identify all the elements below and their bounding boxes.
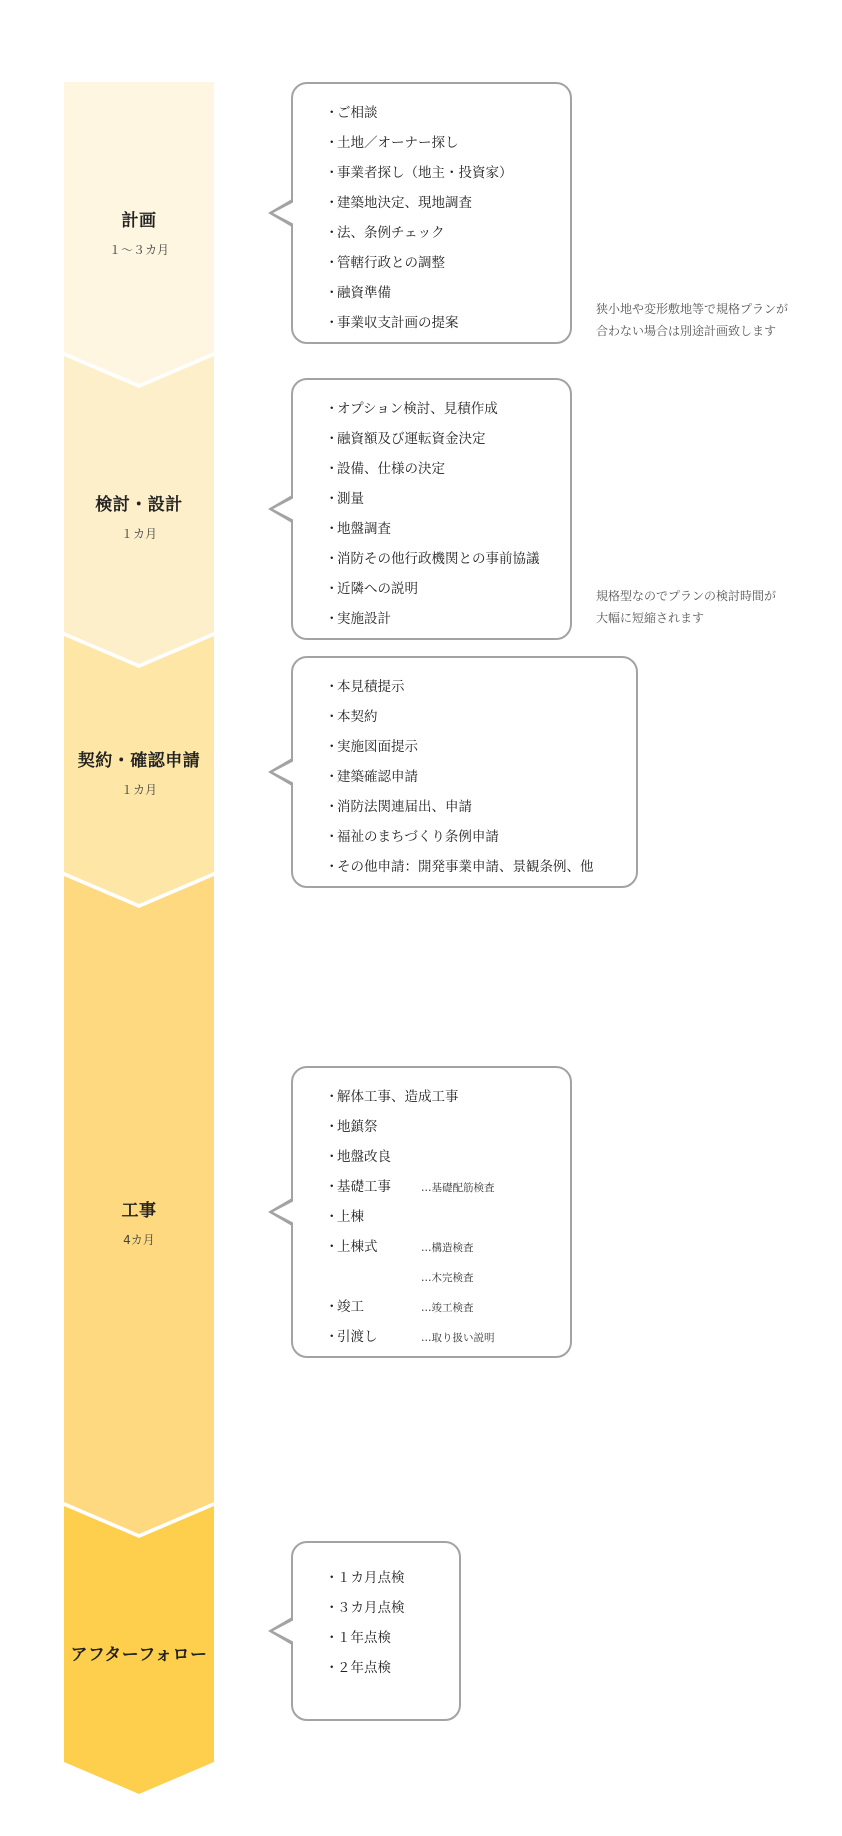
bullet-mark: ・ bbox=[325, 195, 339, 211]
bullet-mark: ・ bbox=[325, 461, 339, 477]
list-item bbox=[325, 672, 622, 702]
list-item bbox=[325, 1262, 556, 1292]
list-item bbox=[325, 1653, 445, 1683]
list-item-text: 事業者探し（地主・投資家） bbox=[337, 165, 513, 181]
list-item-text: 消防法関連届出、申請 bbox=[337, 799, 472, 815]
bullet-mark: ・ bbox=[325, 315, 339, 331]
list-item bbox=[325, 732, 622, 762]
list-item bbox=[325, 248, 556, 278]
side-note-line: 大幅に短縮されます bbox=[596, 611, 705, 625]
list-item-text: 設備、仕様の決定 bbox=[337, 461, 445, 477]
side-note-design bbox=[596, 585, 776, 629]
bullet-mark: ・ bbox=[325, 1119, 339, 1135]
list-item-text: １カ月点検 bbox=[337, 1570, 405, 1586]
stage-title: 検討・設計 bbox=[95, 495, 183, 515]
inspection-note: …竣工検査 bbox=[421, 1302, 474, 1314]
bullet-mark: ・ bbox=[325, 521, 339, 537]
bullet-mark: ・ bbox=[325, 1660, 339, 1676]
stage-label-after-follow bbox=[64, 1640, 214, 1665]
side-note-plan bbox=[596, 298, 788, 342]
list-item bbox=[325, 1082, 556, 1112]
bullet-mark: ・ bbox=[325, 1570, 339, 1586]
bullet-mark: ・ bbox=[325, 829, 339, 845]
bullet-mark: ・ bbox=[325, 1179, 339, 1195]
list-item bbox=[325, 98, 556, 128]
bullet-mark: ・ bbox=[325, 1209, 339, 1225]
bullet-mark: ・ bbox=[325, 285, 339, 301]
bullet-mark: ・ bbox=[325, 739, 339, 755]
bullet-mark: ・ bbox=[325, 769, 339, 785]
stage-label-plan bbox=[64, 206, 214, 258]
stage-duration: １カ月 bbox=[120, 527, 157, 541]
stage-label-construction bbox=[64, 1196, 214, 1248]
list-item bbox=[325, 574, 556, 604]
list-item bbox=[325, 1623, 445, 1653]
bullet-mark: ・ bbox=[325, 165, 339, 181]
bullet-mark: ・ bbox=[325, 859, 339, 875]
list-item-text: ３カ月点検 bbox=[337, 1600, 405, 1616]
stage-duration: １カ月 bbox=[120, 783, 157, 797]
inspection-note: …基礎配筋検査 bbox=[421, 1182, 495, 1194]
inspection-note: …取り扱い説明 bbox=[421, 1332, 495, 1344]
list-item-text: 地盤改良 bbox=[337, 1149, 391, 1165]
bullet-mark: ・ bbox=[325, 551, 339, 567]
list-item bbox=[325, 1232, 556, 1262]
list-item-text: 本契約 bbox=[337, 709, 378, 725]
stage-title: 契約・確認申請 bbox=[77, 751, 201, 771]
list-item bbox=[325, 1172, 556, 1202]
list-item-text: 解体工事、造成工事 bbox=[337, 1089, 459, 1105]
bullet-mark: ・ bbox=[325, 799, 339, 815]
list-item bbox=[325, 1142, 556, 1172]
list-item bbox=[325, 544, 556, 574]
bullet-mark: ・ bbox=[325, 255, 339, 271]
bullet-mark: ・ bbox=[325, 611, 339, 627]
list-item-text: 本見積提示 bbox=[337, 679, 405, 695]
list-item-text: １年点検 bbox=[337, 1630, 391, 1646]
list-item bbox=[325, 278, 556, 308]
list-item-text: 融資準備 bbox=[337, 285, 391, 301]
bullet-mark: ・ bbox=[325, 1239, 339, 1255]
list-item bbox=[325, 852, 622, 882]
inspection-note: …構造検査 bbox=[421, 1242, 474, 1254]
side-note-line: 合わない場合は別途計画致します bbox=[596, 324, 777, 338]
bullet-mark: ・ bbox=[325, 709, 339, 725]
bullet-mark: ・ bbox=[325, 105, 339, 121]
stage-item-list bbox=[325, 672, 622, 882]
bullet-mark: ・ bbox=[325, 1089, 339, 1105]
stage-bubble-plan bbox=[291, 82, 572, 344]
stage-duration: 4カ月 bbox=[123, 1233, 155, 1247]
list-item bbox=[325, 604, 556, 634]
bullet-mark: ・ bbox=[325, 1600, 339, 1616]
stage-duration: １～３カ月 bbox=[108, 243, 169, 257]
list-item-text: ２年点検 bbox=[337, 1660, 391, 1676]
list-item-text: ご相談 bbox=[337, 105, 378, 121]
list-item bbox=[325, 188, 556, 218]
list-item-text: 実施図面提示 bbox=[337, 739, 418, 755]
list-item-text: 引渡し bbox=[337, 1329, 378, 1345]
list-item bbox=[325, 822, 622, 852]
stage-bubble-construction bbox=[291, 1066, 572, 1358]
list-item bbox=[325, 1593, 445, 1623]
list-item bbox=[325, 514, 556, 544]
side-note-line: 狭小地や変形敷地等で規格プランが bbox=[596, 302, 789, 316]
inspection-note: …木完検査 bbox=[421, 1272, 474, 1284]
stage-title: 工事 bbox=[121, 1201, 157, 1221]
list-item-text: 地鎮祭 bbox=[337, 1119, 378, 1135]
list-item bbox=[325, 394, 556, 424]
list-item bbox=[325, 1563, 445, 1593]
stage-title: アフターフォロー bbox=[70, 1645, 208, 1665]
list-item-text: その他申請：開発事業申請、景観条例、他 bbox=[337, 859, 594, 875]
stage-label-design bbox=[64, 490, 214, 542]
list-item-text: 福祉のまちづくり条例申請 bbox=[337, 829, 499, 845]
side-note-line: 規格型なのでプランの検討時間が bbox=[596, 589, 777, 603]
bullet-mark: ・ bbox=[325, 135, 339, 151]
list-item bbox=[325, 1322, 556, 1352]
list-item-text: 消防その他行政機関との事前協議 bbox=[337, 551, 540, 567]
list-item-text: 上棟 bbox=[337, 1209, 364, 1225]
stage-label-contract bbox=[64, 746, 214, 798]
list-item-text: 法、条例チェック bbox=[337, 225, 445, 241]
stage-item-list bbox=[325, 394, 556, 634]
list-item-text: 基礎工事 bbox=[337, 1179, 391, 1195]
list-item-text: 実施設計 bbox=[337, 611, 391, 627]
bullet-mark: ・ bbox=[325, 1329, 339, 1345]
list-item bbox=[325, 308, 556, 338]
list-item bbox=[325, 484, 556, 514]
list-item bbox=[325, 1112, 556, 1142]
list-item bbox=[325, 128, 556, 158]
list-item bbox=[325, 1202, 556, 1232]
bullet-mark: ・ bbox=[325, 401, 339, 417]
list-item-text: 竣工 bbox=[337, 1299, 364, 1315]
list-item bbox=[325, 1292, 556, 1322]
bullet-mark: ・ bbox=[325, 581, 339, 597]
bullet-mark: ・ bbox=[325, 431, 339, 447]
stage-item-list bbox=[325, 1563, 445, 1683]
bullet-mark: ・ bbox=[325, 491, 339, 507]
stage-item-list bbox=[325, 98, 556, 338]
stage-bubble-contract bbox=[291, 656, 638, 888]
list-item-text: 測量 bbox=[337, 491, 364, 507]
list-item-text: 建築確認申請 bbox=[337, 769, 418, 785]
stage-title: 計画 bbox=[121, 211, 157, 231]
list-item bbox=[325, 702, 622, 732]
list-item bbox=[325, 218, 556, 248]
bullet-mark: ・ bbox=[325, 679, 339, 695]
bullet-mark: ・ bbox=[325, 225, 339, 241]
stage-item-list bbox=[325, 1082, 556, 1352]
list-item-text: 融資額及び運転資金決定 bbox=[337, 431, 486, 447]
bullet-mark: ・ bbox=[325, 1299, 339, 1315]
list-item bbox=[325, 792, 622, 822]
stage-bubble-after-follow bbox=[291, 1541, 461, 1721]
list-item-text: 建築地決定、現地調査 bbox=[337, 195, 472, 211]
list-item bbox=[325, 762, 622, 792]
list-item-text: 地盤調査 bbox=[337, 521, 391, 537]
list-item-text: オプション検討、見積作成 bbox=[337, 401, 498, 417]
bullet-mark: ・ bbox=[325, 1149, 339, 1165]
list-item-text: 管轄行政との調整 bbox=[337, 255, 445, 271]
list-item-text: 上棟式 bbox=[337, 1239, 378, 1255]
list-item-text: 土地／オーナー探し bbox=[337, 135, 459, 151]
list-item bbox=[325, 424, 556, 454]
stage-bubble-design bbox=[291, 378, 572, 640]
list-item-text: 近隣への説明 bbox=[337, 581, 418, 597]
list-item-text: 事業収支計画の提案 bbox=[337, 315, 459, 331]
list-item bbox=[325, 454, 556, 484]
bullet-mark: ・ bbox=[325, 1630, 339, 1646]
list-item bbox=[325, 158, 556, 188]
